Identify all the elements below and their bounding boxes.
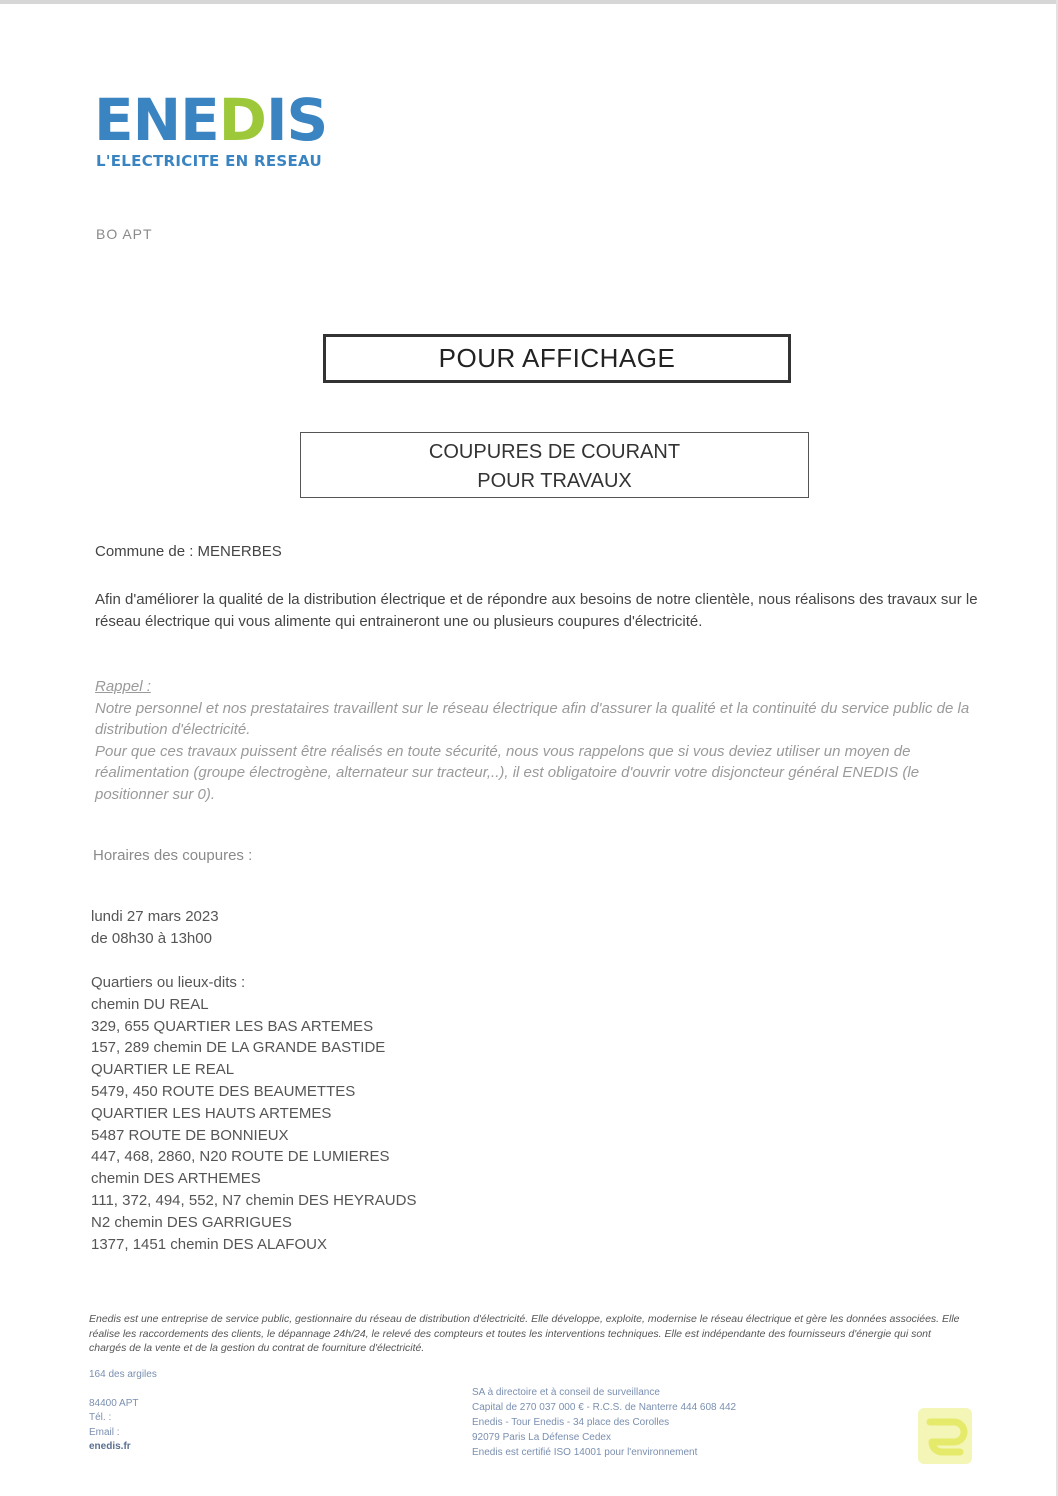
list-item: 447, 468, 2860, N20 ROUTE DE LUMIERES — [91, 1148, 390, 1166]
legal-line: SA à directoire et à conseil de surveillance — [472, 1387, 660, 1398]
page-top-edge — [0, 0, 1058, 4]
list-item: 111, 372, 494, 552, N7 chemin DES HEYRAUDS — [91, 1191, 417, 1209]
outage-title-box — [300, 432, 809, 498]
legal-line: Enedis est certifié ISO 14001 pour l'environnement — [472, 1447, 698, 1458]
list-item: 5487 ROUTE DE BONNIEUX — [91, 1126, 289, 1144]
enedis-logo — [94, 86, 328, 170]
office-street: 164 des argiles — [89, 1369, 157, 1380]
reminder-title: Rappel : — [95, 678, 151, 695]
list-item: 1377, 1451 chemin DES ALAFOUX — [91, 1235, 327, 1253]
list-item: QUARTIER LES HAUTS ARTEMES — [91, 1104, 332, 1122]
office-city: 84400 APT — [89, 1397, 139, 1409]
legal-line: 92079 Paris La Défense Cedex — [472, 1432, 611, 1443]
list-item: 157, 289 chemin DE LA GRANDE BASTIDE — [91, 1039, 386, 1057]
list-item: chemin DU REAL — [91, 995, 209, 1013]
logo-word-end: IS — [265, 86, 328, 154]
reminder-paragraph-2: Pour que ces travaux puissent être réalisés en toute sécurité, nous vous rappelons que si vous deviez utiliser un moyen de réalimentation (groupe électrogène, alternateur sur tracteur,..), il est obligatoire d'ouvrir votre disjoncteur général ENEDIS (le positionner sur 0). — [95, 742, 920, 803]
list-item: N2 chemin DES GARRIGUES — [91, 1213, 292, 1231]
legal-line: Capital de 270 037 000 € - R.C.S. de Nanterre 444 608 442 — [472, 1402, 737, 1413]
list-item: 329, 655 QUARTIER LES BAS ARTEMES — [91, 1017, 374, 1035]
schedule-time: de 08h30 à 13h00 — [91, 930, 212, 947]
logo-word-start: ENE — [94, 86, 219, 154]
logo-word-mid: D — [218, 86, 266, 154]
list-item: chemin DES ARTHEMES — [91, 1170, 261, 1188]
schedule — [91, 906, 219, 950]
logo-tagline: L'ELECTRICITE EN RESEAU — [96, 152, 322, 170]
reminder-section — [95, 676, 985, 805]
schedule-heading: Horaires des coupures : — [93, 847, 253, 864]
footer-disclaimer: Enedis est une entreprise de service public, gestionnaire du réseau de distribution d'électricité. Elle développe, exploite, modernise le réseau électrique et gère les données associées. Elle réalise les raccordements des clients, le dépannage 24h/24, le relevé des compteurs et toutes les interventions techniques. Elle est indépendante des fournisseurs d'énergie qui sont chargés de la vente et de la gestion du contrat de fourniture d'électricité. — [89, 1313, 960, 1354]
office-tel: Tél. : — [89, 1412, 112, 1423]
logo-wordmark — [94, 86, 328, 154]
commune: Commune de : MENERBES — [95, 543, 282, 560]
intro-paragraph: Afin d'améliorer la qualité de la distribution électrique et de répondre aux besoins de notre clientèle, nous réalisons des travaux sur le réseau électrique qui vous alimente qui entraineront une ou plusieurs coupures d'électricité. — [95, 591, 978, 630]
website-link[interactable]: enedis.fr — [89, 1441, 131, 1452]
office-reference: BO APT — [96, 226, 153, 242]
places-title: Quartiers ou lieux-dits : — [91, 974, 246, 991]
outage-title-line2: POUR TRAVAUX — [477, 470, 632, 492]
list-item: 5479, 450 ROUTE DES BEAUMETTES — [91, 1082, 356, 1100]
list-item: QUARTIER LE REAL — [91, 1061, 235, 1079]
schedule-date: lundi 27 mars 2023 — [91, 908, 219, 925]
places-list — [91, 972, 416, 1255]
enedis-emblem-icon — [918, 1408, 972, 1464]
office-address — [89, 1368, 157, 1455]
posting-banner: POUR AFFICHAGE — [323, 334, 791, 383]
office-email: Email : — [89, 1426, 120, 1438]
company-legal-info — [472, 1385, 736, 1460]
reminder-paragraph-1: Notre personnel et nos prestataires travaillent sur le réseau électrique afin d'assurer la qualité et la continuité du service public de la distribution d'électricité. — [95, 699, 970, 738]
legal-line: Enedis - Tour Enedis - 34 place des Corolles — [472, 1417, 670, 1428]
outage-title-line1: COUPURES DE COURANT — [428, 441, 681, 463]
